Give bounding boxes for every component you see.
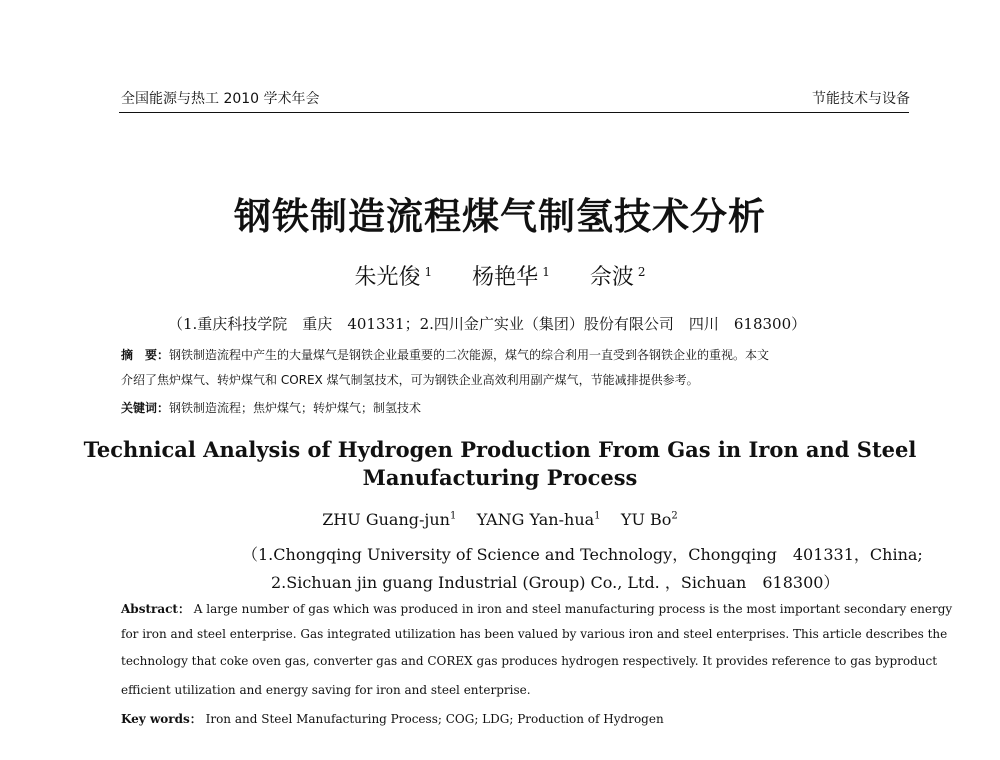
keywords-label: Key words： bbox=[121, 712, 202, 726]
english-title-line: Technical Analysis of Hydrogen Production From Gas in Iron and Steel bbox=[83, 437, 917, 462]
english-affiliation-line: （1.Chongqing University of Science and Technology，Chongqing 401331，China; bbox=[242, 545, 923, 564]
english-title bbox=[0, 436, 1000, 492]
author-name: ZHU Guang-jun bbox=[322, 510, 450, 529]
abstract-text: 钢铁制造流程中产生的大量煤气是钢铁企业最重要的二次能源，煤气的综合利用一直受到各钢铁企业的重视。本文 bbox=[169, 348, 770, 362]
affiliation-marker: 2 bbox=[637, 264, 646, 279]
abstract-label: Abstract： bbox=[121, 602, 190, 616]
author-name: 杨艳华 bbox=[472, 265, 539, 290]
affiliation-marker: 1 bbox=[424, 264, 433, 279]
affiliation-marker: 1 bbox=[594, 510, 601, 522]
english-abstract-line: efficient utilization and energy saving for iron and steel enterprise. bbox=[121, 683, 531, 697]
english-authors bbox=[0, 510, 1000, 529]
header-rule bbox=[119, 112, 909, 113]
chinese-title: 钢铁制造流程煤气制氢技术分析 bbox=[234, 194, 766, 238]
english-abstract-line: technology that coke oven gas, converter gas and COREX gas produces hydrogen respectively. It provides reference to gas byproduct bbox=[121, 654, 938, 668]
english-title-line: Manufacturing Process bbox=[362, 465, 638, 490]
keywords-label: 关键词： bbox=[121, 401, 170, 415]
english-keywords bbox=[121, 710, 664, 727]
chinese-abstract-line: 介绍了焦炉煤气、转炉煤气和 COREX 煤气制氢技术，可为钢铁企业高效利用副产煤气，节能减排提供参考。 bbox=[121, 373, 699, 387]
keywords-text: Iron and Steel Manufacturing Process; COG; LDG; Production of Hydrogen bbox=[205, 712, 664, 726]
author-name: YU Bo bbox=[620, 510, 672, 529]
running-header-right: 节能技术与设备 bbox=[812, 91, 910, 107]
chinese-authors bbox=[0, 260, 1000, 291]
affiliation-marker: 2 bbox=[671, 510, 678, 522]
running-header-left: 全国能源与热工 2010 学术年会 bbox=[121, 91, 320, 107]
abstract-label: 摘 要： bbox=[121, 348, 170, 362]
abstract-text: A large number of gas which was produced in iron and steel manufacturing process is the most important secondary energy bbox=[193, 602, 953, 616]
author-name: YANG Yan-hua bbox=[476, 510, 595, 529]
affiliation-marker: 1 bbox=[449, 510, 457, 522]
affiliation-marker: 1 bbox=[542, 264, 550, 279]
english-affiliation-line: 2.Sichuan jin guang Industrial (Group) Co., Ltd. ，Sichuan 618300） bbox=[271, 573, 840, 592]
english-abstract-line bbox=[121, 600, 953, 617]
english-abstract-line: for iron and steel enterprise. Gas integrated utilization has been valued by various iron and steel enterprises. This article describes the bbox=[121, 627, 948, 641]
author-name: 朱光俊 bbox=[354, 265, 421, 290]
chinese-keywords bbox=[121, 399, 421, 416]
chinese-abstract-line bbox=[121, 346, 921, 363]
chinese-affiliation: （1.重庆科技学院 重庆 401331；2.四川金广实业（集团）股份有限公司 四川 618300） bbox=[168, 315, 807, 333]
keywords-text: 钢铁制造流程；焦炉煤气；转炉煤气；制氢技术 bbox=[169, 401, 422, 415]
author-name: 佘波 bbox=[589, 265, 634, 290]
